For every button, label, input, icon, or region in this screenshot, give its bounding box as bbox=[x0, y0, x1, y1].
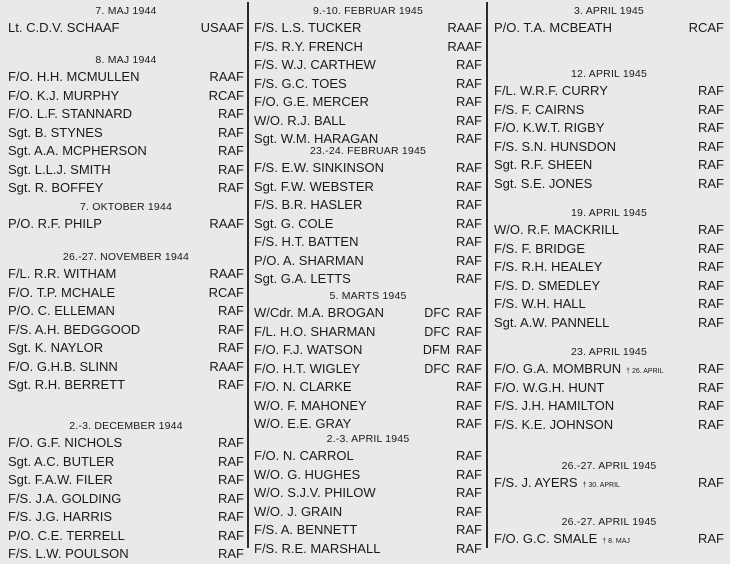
entry-name: Sgt. A.A. MCPHERSON bbox=[8, 143, 147, 158]
date-group bbox=[8, 250, 244, 395]
entry-name: F/S. F. CAIRNS bbox=[494, 101, 585, 117]
entry-unit: USAAF bbox=[200, 20, 244, 35]
entry-unit: RCAF bbox=[208, 284, 244, 300]
entry-row bbox=[8, 302, 244, 321]
entry-row bbox=[8, 453, 244, 472]
group-date: 26.-27. NOVEMBER 1944 bbox=[62, 251, 190, 263]
entry-name-text: F/S. J. AYERS bbox=[494, 475, 578, 490]
entry-name: Sgt. R.H. BERRETT bbox=[8, 377, 126, 392]
entry-unit: RCAF bbox=[688, 20, 724, 35]
entry-name: W/O. F. MAHONEY bbox=[254, 397, 367, 413]
entry-unit: RAF bbox=[218, 546, 244, 561]
entry-unit: RAAF bbox=[209, 358, 244, 374]
entry-unit: RAF bbox=[698, 175, 724, 191]
date-group bbox=[494, 67, 724, 193]
entry-row bbox=[8, 376, 244, 395]
entry-row bbox=[494, 314, 724, 333]
entry-row bbox=[254, 233, 482, 252]
entry-name: P/O. C.E. TERRELL bbox=[8, 527, 125, 543]
entry-unit: RAF bbox=[698, 83, 724, 98]
entry-row bbox=[494, 416, 724, 435]
group-date: 26.-27. APRIL 1945 bbox=[561, 460, 657, 472]
entry-unit: RAF bbox=[218, 106, 244, 121]
entry-unit: RAF bbox=[456, 448, 482, 463]
date-group bbox=[254, 289, 482, 434]
entry-row bbox=[254, 466, 482, 485]
entry-unit: RAF bbox=[218, 509, 244, 524]
entry-row bbox=[494, 295, 724, 314]
entry-row bbox=[494, 240, 724, 259]
date-group bbox=[254, 432, 482, 558]
entry-decoration: DFC bbox=[424, 324, 450, 339]
entry-row bbox=[494, 221, 724, 240]
column-divider-2 bbox=[486, 2, 488, 548]
entry-row bbox=[8, 339, 244, 358]
entry-name: Lt. C.D.V. SCHAAF bbox=[8, 20, 120, 35]
entry-name: F/O. W.G.H. HUNT bbox=[494, 379, 605, 395]
entry-unit: RAF bbox=[456, 178, 482, 194]
entry-row bbox=[254, 159, 482, 178]
entry-unit: RAF bbox=[218, 340, 244, 355]
group-date: 23. APRIL 1945 bbox=[571, 346, 647, 358]
date-group bbox=[8, 4, 244, 38]
entry-name: W/O. J. GRAIN bbox=[254, 503, 343, 519]
entry-row bbox=[8, 68, 244, 87]
entry-unit: RAF bbox=[456, 323, 482, 339]
date-group bbox=[254, 4, 482, 149]
entry-unit: RAF bbox=[456, 57, 482, 72]
entry-name: Sgt. K. NAYLOR bbox=[8, 340, 104, 355]
entry-unit: RAF bbox=[698, 157, 724, 172]
entry-row bbox=[254, 484, 482, 503]
entry-name: F/S. R.H. HEALEY bbox=[494, 259, 603, 274]
entry-unit: RAF bbox=[456, 503, 482, 519]
entry-unit: RAAF bbox=[209, 216, 244, 231]
entry-name: F/O. K.W.T. RIGBY bbox=[494, 120, 605, 135]
entry-name bbox=[494, 530, 698, 552]
entry-name: F/S. L.W. POULSON bbox=[8, 546, 129, 561]
entry-unit: RAF bbox=[218, 161, 244, 177]
entry-name: P/O. R.F. PHILP bbox=[8, 216, 102, 231]
group-date: 8. MAJ 1944 bbox=[95, 54, 157, 66]
entry-row bbox=[494, 82, 724, 101]
entry-row bbox=[8, 508, 244, 527]
entry-name: Sgt. G.A. LETTS bbox=[254, 271, 351, 286]
entry-row bbox=[494, 175, 724, 194]
group-date: 23.-24. FEBRUAR 1945 bbox=[309, 145, 427, 157]
entry-row bbox=[8, 434, 244, 453]
entry-name: F/S. S.N. HUNSDON bbox=[494, 138, 617, 154]
entry-unit: RAF bbox=[218, 321, 244, 337]
entry-name: W/O. S.J.V. PHILOW bbox=[254, 485, 376, 500]
date-group bbox=[8, 200, 244, 234]
entry-unit: RAF bbox=[456, 271, 482, 286]
entry-row bbox=[8, 124, 244, 143]
entry-name: F/L. R.R. WITHAM bbox=[8, 266, 117, 281]
entry-unit: RAF bbox=[698, 379, 724, 395]
entry-row bbox=[8, 105, 244, 124]
entry-unit: RAF bbox=[218, 377, 244, 392]
entry-unit: RAF bbox=[456, 485, 482, 500]
entry-unit: RAF bbox=[218, 303, 244, 318]
entry-row bbox=[8, 545, 244, 564]
entry-row bbox=[254, 215, 482, 234]
entry-unit: RAAF bbox=[209, 69, 244, 84]
entry-name: P/O. T.A. MCBEATH bbox=[494, 20, 612, 35]
entry-decoration: DFM bbox=[422, 343, 450, 357]
entry-unit: RAAF bbox=[209, 266, 244, 281]
entry-unit: RAF bbox=[698, 416, 724, 432]
entry-name: W/O. E.E. GRAY bbox=[254, 416, 352, 431]
entry-unit: RAF bbox=[698, 531, 724, 546]
entry-name: F/O. G.F. NICHOLS bbox=[8, 435, 123, 450]
entry-name: F/O. N. CARROL bbox=[254, 448, 354, 463]
entry-row bbox=[8, 358, 244, 377]
entry-row bbox=[8, 265, 244, 284]
entry-name: Sgt. G. COLE bbox=[254, 215, 334, 231]
entry-unit: RAF bbox=[698, 398, 724, 413]
group-date: 12. APRIL 1945 bbox=[571, 68, 647, 80]
entry-unit: RAF bbox=[456, 160, 482, 175]
entry-name: Sgt. R. BOFFEY bbox=[8, 180, 104, 195]
entry-name-text: F/O. G.C. SMALE bbox=[494, 531, 598, 546]
entry-name: F/S. J.A. GOLDING bbox=[8, 490, 122, 506]
entry-row bbox=[254, 304, 482, 323]
death-note: † 30. APRIL bbox=[582, 482, 620, 489]
entry-name: F/O. L.F. STANNARD bbox=[8, 106, 132, 121]
entry-name: F/S. K.E. JOHNSON bbox=[494, 416, 614, 432]
entry-unit: RAAF bbox=[447, 20, 482, 35]
entry-row bbox=[254, 19, 482, 38]
entry-row bbox=[494, 530, 724, 549]
entry-name: W/Cdr. M.A. BROGAN bbox=[254, 305, 385, 320]
group-date: 3. APRIL 1945 bbox=[574, 5, 644, 17]
entry-unit: RAF bbox=[456, 466, 482, 482]
column-2 bbox=[254, 0, 482, 556]
entry-row bbox=[254, 447, 482, 466]
entry-name-text: F/O. G.A. MOMBRUN bbox=[494, 361, 622, 376]
entry-row bbox=[254, 341, 482, 360]
entry-row bbox=[8, 284, 244, 303]
entry-row bbox=[494, 397, 724, 416]
entry-unit: RAF bbox=[456, 522, 482, 537]
entry-name: W/O. R.J. BALL bbox=[254, 112, 346, 128]
entry-row bbox=[254, 252, 482, 271]
date-group bbox=[254, 144, 482, 289]
entry-row bbox=[8, 215, 244, 234]
entry-row bbox=[254, 415, 482, 434]
entry-unit: RAF bbox=[218, 180, 244, 195]
entry-unit: RAF bbox=[698, 277, 724, 293]
entry-unit: RAF bbox=[456, 215, 482, 231]
entry-name: F/S. J.H. HAMILTON bbox=[494, 398, 615, 413]
entry-unit: RAF bbox=[698, 138, 724, 154]
entry-row bbox=[254, 397, 482, 416]
entry-name: F/L. H.O. SHARMAN bbox=[254, 323, 376, 339]
entry-unit: RAF bbox=[456, 342, 482, 357]
entry-name: Sgt. W.M. HARAGAN bbox=[254, 131, 379, 146]
entry-name: Sgt. L.L.J. SMITH bbox=[8, 161, 111, 177]
entry-name: F/O. T.P. MCHALE bbox=[8, 284, 116, 300]
entry-unit: RAF bbox=[456, 305, 482, 320]
entry-name: F/S. A.H. BEDGGOOD bbox=[8, 321, 141, 337]
entry-name: F/O. G.H.B. SLINN bbox=[8, 358, 118, 374]
entry-unit: RAF bbox=[456, 75, 482, 91]
entry-row bbox=[8, 87, 244, 106]
entry-unit: RAF bbox=[698, 120, 724, 135]
entry-name: F/O. N. CLARKE bbox=[254, 379, 352, 394]
entry-unit: RAF bbox=[218, 453, 244, 469]
entry-name: F/S. F. BRIDGE bbox=[494, 240, 586, 256]
entry-name: F/S. A. BENNETT bbox=[254, 522, 358, 537]
entry-row bbox=[8, 19, 244, 38]
entry-row bbox=[254, 93, 482, 112]
group-date: 7. MAJ 1944 bbox=[95, 5, 157, 17]
date-group bbox=[494, 345, 724, 434]
column-3 bbox=[494, 0, 724, 550]
group-date: 5. MARTS 1945 bbox=[329, 290, 407, 302]
entry-row bbox=[8, 490, 244, 509]
entry-unit: RAF bbox=[456, 360, 482, 376]
entry-name: F/S. W.J. CARTHEW bbox=[254, 57, 376, 72]
entry-unit: RAF bbox=[456, 94, 482, 109]
entry-unit: RAF bbox=[698, 296, 724, 311]
entry-name: P/O. A. SHARMAN bbox=[254, 252, 364, 268]
date-group bbox=[494, 206, 724, 332]
entry-name: F/S. H.T. BATTEN bbox=[254, 234, 359, 249]
entry-name: F/S. J.G. HARRIS bbox=[8, 509, 113, 524]
entry-decoration: DFC bbox=[424, 306, 450, 320]
entry-row bbox=[254, 378, 482, 397]
entry-name: P/O. C. ELLEMAN bbox=[8, 303, 115, 318]
death-note: † 8. MAJ bbox=[602, 538, 630, 545]
entry-name: Sgt. F.W. WEBSTER bbox=[254, 178, 374, 194]
entry-unit: RAF bbox=[456, 131, 482, 146]
date-group bbox=[8, 419, 244, 564]
entry-row bbox=[8, 142, 244, 161]
entry-unit: RAF bbox=[698, 259, 724, 274]
entry-unit: RAF bbox=[698, 314, 724, 330]
entry-row bbox=[494, 19, 724, 38]
entry-name: Sgt. F.A.W. FILER bbox=[8, 472, 113, 487]
entry-row bbox=[254, 521, 482, 540]
entry-unit: RAF bbox=[218, 527, 244, 543]
entry-name: F/S. L.S. TUCKER bbox=[254, 20, 362, 35]
entry-row bbox=[494, 101, 724, 120]
entry-row bbox=[8, 161, 244, 180]
entry-name: F/S. W.H. HALL bbox=[494, 296, 586, 311]
entry-row bbox=[8, 321, 244, 340]
entry-unit: RAF bbox=[456, 397, 482, 413]
entry-unit: RAAF bbox=[447, 38, 482, 54]
date-group bbox=[494, 4, 724, 38]
entry-row bbox=[254, 540, 482, 559]
entry-row bbox=[494, 474, 724, 493]
entry-unit: RAF bbox=[456, 379, 482, 394]
entry-row bbox=[494, 379, 724, 398]
date-group bbox=[494, 459, 724, 493]
entry-unit: RAF bbox=[698, 222, 724, 237]
entry-unit: RAF bbox=[698, 101, 724, 117]
entry-decoration: DFC bbox=[424, 361, 450, 376]
entry-name: Sgt. A.W. PANNELL bbox=[494, 314, 610, 330]
entry-name: F/L. W.R.F. CURRY bbox=[494, 83, 608, 98]
entry-row bbox=[254, 323, 482, 342]
entry-name: F/O. K.J. MURPHY bbox=[8, 87, 120, 103]
entry-name: Sgt. B. STYNES bbox=[8, 124, 103, 140]
entry-unit: RAF bbox=[456, 540, 482, 556]
column-1 bbox=[8, 0, 244, 561]
entry-unit: RAF bbox=[456, 197, 482, 212]
entry-row bbox=[494, 119, 724, 138]
entry-row bbox=[8, 179, 244, 198]
entry-name: W/O. R.F. MACKRILL bbox=[494, 222, 619, 237]
entry-row bbox=[254, 178, 482, 197]
entry-name: F/S. E.W. SINKINSON bbox=[254, 160, 385, 175]
entry-unit: RAF bbox=[698, 240, 724, 256]
entry-row bbox=[254, 112, 482, 131]
entry-name: F/O. F.J. WATSON bbox=[254, 342, 363, 357]
entry-unit: RAF bbox=[218, 490, 244, 506]
entry-unit: RAF bbox=[218, 143, 244, 158]
entry-row bbox=[254, 56, 482, 75]
death-note: † 26. APRIL bbox=[626, 368, 664, 375]
entry-row bbox=[494, 360, 724, 379]
entry-name: W/O. G. HUGHES bbox=[254, 466, 361, 482]
group-date: 19. APRIL 1945 bbox=[571, 207, 647, 219]
entry-row bbox=[254, 196, 482, 215]
entry-name: F/S. B.R. HASLER bbox=[254, 197, 363, 212]
entry-row bbox=[494, 258, 724, 277]
entry-row bbox=[8, 527, 244, 546]
entry-row bbox=[254, 270, 482, 289]
entry-unit: RAF bbox=[456, 112, 482, 128]
date-group bbox=[494, 515, 724, 549]
entry-unit: RAF bbox=[698, 361, 724, 376]
entry-name bbox=[494, 474, 698, 496]
group-date: 2.-3. APRIL 1945 bbox=[326, 433, 410, 445]
group-date: 7. OKTOBER 1944 bbox=[79, 201, 173, 213]
group-date: 26.-27. APRIL 1945 bbox=[561, 516, 657, 528]
group-date: 9.-10. FEBRUAR 1945 bbox=[312, 5, 423, 17]
entry-row bbox=[254, 38, 482, 57]
entry-row bbox=[8, 471, 244, 490]
entry-row bbox=[494, 277, 724, 296]
entry-unit: RAF bbox=[218, 124, 244, 140]
entry-row bbox=[494, 156, 724, 175]
entry-unit: RAF bbox=[218, 435, 244, 450]
entry-name: F/S. R.Y. FRENCH bbox=[254, 38, 363, 54]
entry-unit: RCAF bbox=[208, 87, 244, 103]
entry-name: Sgt. R.F. SHEEN bbox=[494, 157, 593, 172]
entry-name: F/S. G.C. TOES bbox=[254, 75, 347, 91]
group-date: 2.-3. DECEMBER 1944 bbox=[69, 420, 183, 432]
entry-name: Sgt. A.C. BUTLER bbox=[8, 453, 115, 469]
entry-name: F/O. H.T. WIGLEY bbox=[254, 360, 361, 376]
column-divider-1 bbox=[247, 2, 249, 548]
entry-row bbox=[254, 360, 482, 379]
entry-unit: RAF bbox=[698, 475, 724, 490]
entry-name: F/O. H.H. MCMULLEN bbox=[8, 69, 140, 84]
date-group bbox=[8, 53, 244, 198]
entry-row bbox=[254, 75, 482, 94]
entry-unit: RAF bbox=[456, 234, 482, 249]
entry-name: Sgt. S.E. JONES bbox=[494, 175, 593, 191]
entry-row bbox=[254, 503, 482, 522]
entry-name: F/S. D. SMEDLEY bbox=[494, 277, 601, 293]
entry-unit: RAF bbox=[218, 472, 244, 487]
entry-name: F/S. R.E. MARSHALL bbox=[254, 540, 381, 556]
entry-row bbox=[494, 138, 724, 157]
entry-unit: RAF bbox=[456, 252, 482, 268]
entry-unit: RAF bbox=[456, 416, 482, 431]
entry-name: F/O. G.E. MERCER bbox=[254, 94, 369, 109]
